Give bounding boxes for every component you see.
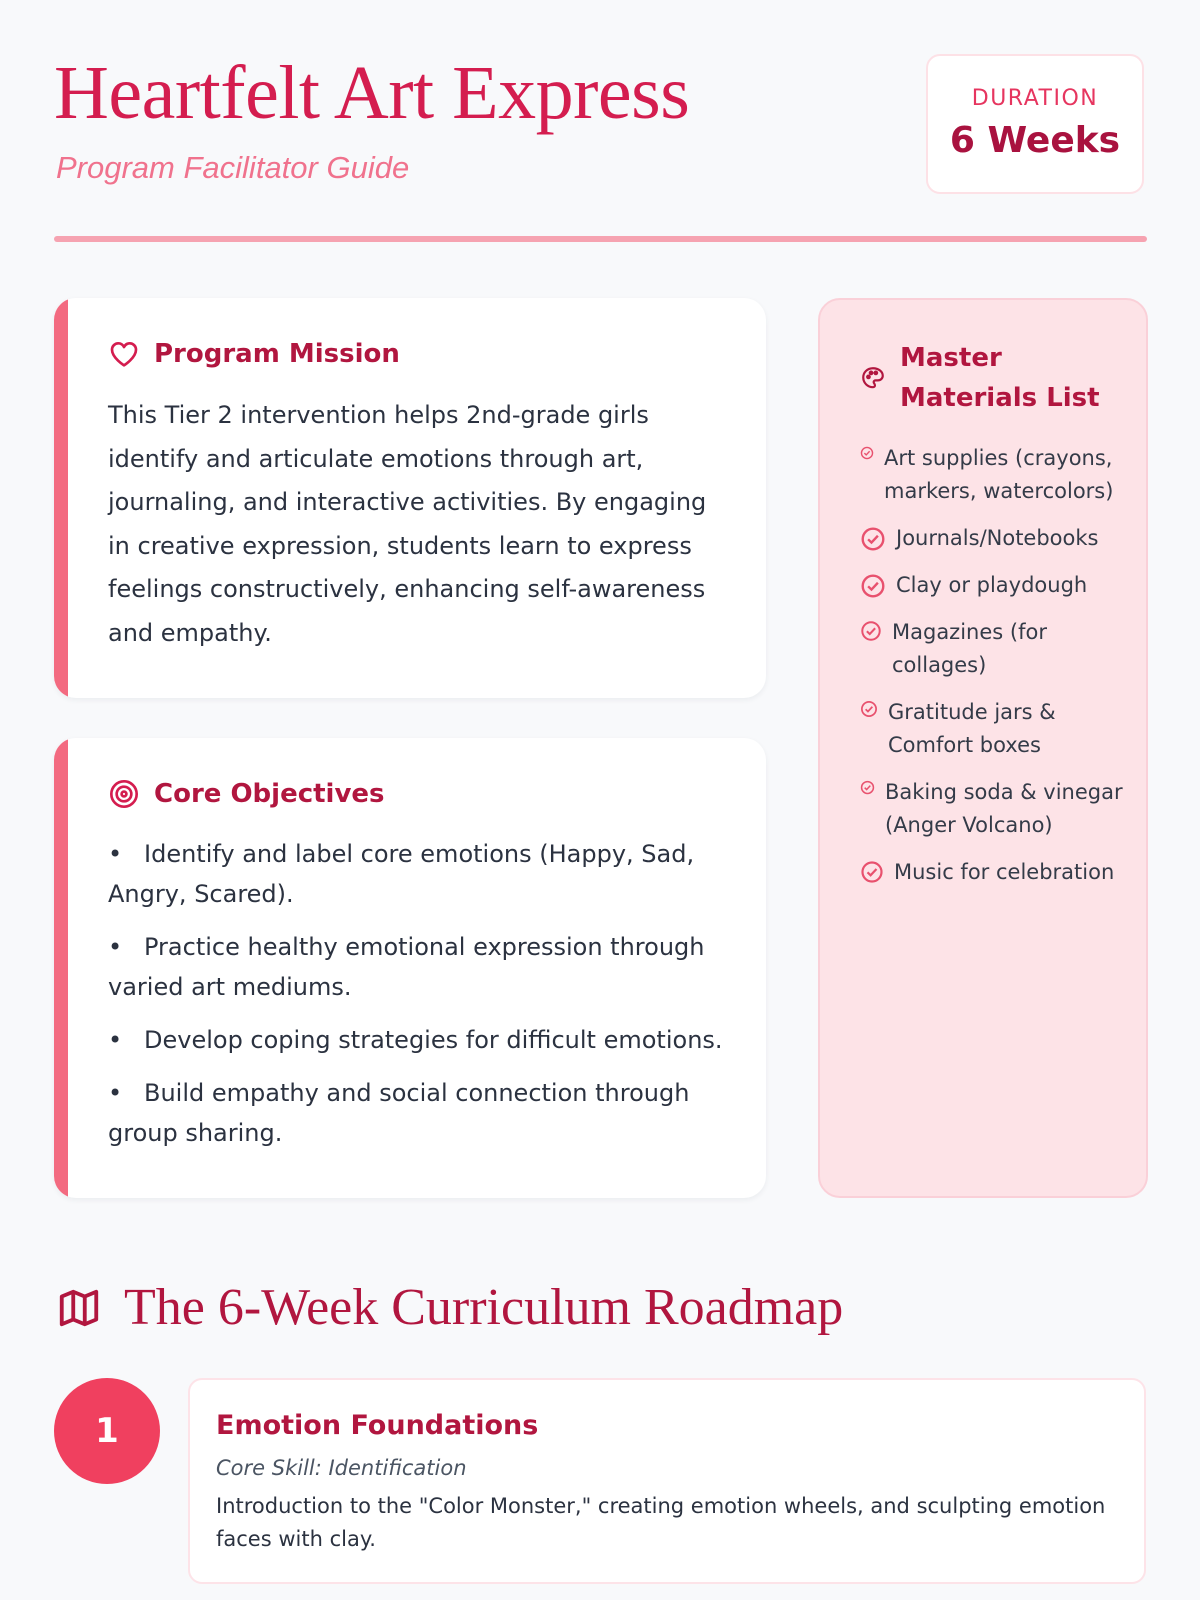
objective-item bbox=[108, 927, 728, 1007]
material-text: Art supplies (crayons, markers, watercolors) bbox=[884, 446, 1114, 503]
roadmap-header bbox=[56, 1278, 843, 1337]
material-item bbox=[860, 522, 1130, 555]
mission-heading: Program Mission bbox=[154, 339, 400, 369]
heart-icon bbox=[108, 338, 140, 370]
objectives-header bbox=[108, 778, 385, 810]
objective-text: Practice healthy emotional expression through varied art mediums. bbox=[108, 933, 705, 1001]
check-circle-icon bbox=[860, 446, 874, 460]
material-item bbox=[860, 776, 1130, 842]
mission-accent-bar bbox=[54, 298, 68, 698]
roadmap-heading: The 6-Week Curriculum Roadmap bbox=[124, 1279, 844, 1336]
objective-item bbox=[108, 1020, 728, 1060]
bullet: • bbox=[108, 840, 123, 868]
page-subtitle: Program Facilitator Guide bbox=[56, 150, 410, 185]
objectives-heading: Core Objectives bbox=[154, 779, 385, 809]
map-icon bbox=[56, 1285, 102, 1331]
check-circle-icon bbox=[860, 620, 882, 642]
check-circle-icon bbox=[860, 573, 886, 599]
objective-text: Build empathy and social connection through group sharing. bbox=[108, 1079, 690, 1147]
material-item bbox=[860, 569, 1130, 602]
bullet: • bbox=[108, 1026, 123, 1054]
objective-text: Develop coping strategies for difficult emotions. bbox=[144, 1026, 723, 1054]
material-text: Gratitude jars & Comfort boxes bbox=[888, 700, 1056, 757]
week-card bbox=[188, 1378, 1146, 1584]
duration-value: 6 Weeks bbox=[949, 120, 1121, 161]
objectives-accent-bar bbox=[54, 738, 68, 1198]
week-skill: Core Skill: Identification bbox=[216, 1456, 467, 1480]
palette-icon bbox=[860, 365, 886, 391]
week-number-badge: 1 bbox=[54, 1378, 160, 1484]
mission-header bbox=[108, 338, 400, 370]
material-text: Magazines (for collages) bbox=[892, 620, 1047, 677]
material-text: Journals/Notebooks bbox=[896, 526, 1099, 550]
check-circle-icon bbox=[860, 700, 878, 718]
objective-item bbox=[108, 1073, 728, 1153]
duration-label: DURATION bbox=[971, 86, 1099, 111]
check-circle-icon bbox=[860, 860, 884, 884]
material-item bbox=[860, 696, 1130, 762]
mission-card bbox=[54, 298, 766, 698]
material-item bbox=[860, 856, 1130, 889]
objectives-card bbox=[54, 738, 766, 1198]
target-icon bbox=[108, 778, 140, 810]
header-divider bbox=[54, 236, 1147, 242]
objectives-list bbox=[108, 834, 728, 1166]
week-description: Introduction to the "Color Monster," creating emotion wheels, and sculpting emotion faces with clay. bbox=[216, 1494, 1106, 1551]
page-title: Heartfelt Art Express bbox=[54, 51, 690, 135]
bullet: • bbox=[108, 1079, 123, 1107]
material-text: Music for celebration bbox=[894, 860, 1115, 884]
materials-header bbox=[860, 338, 1100, 418]
material-item bbox=[860, 616, 1130, 682]
objective-item bbox=[108, 834, 728, 914]
material-text: Baking soda & vinegar (Anger Volcano) bbox=[885, 780, 1123, 837]
material-item bbox=[860, 442, 1130, 508]
materials-list bbox=[860, 442, 1130, 903]
objective-text: Identify and label core emotions (Happy, Sad, Angry, Scared). bbox=[108, 840, 695, 908]
check-circle-icon bbox=[860, 526, 886, 552]
week-title: Emotion Foundations bbox=[216, 1410, 539, 1441]
materials-panel bbox=[818, 298, 1148, 1198]
mission-text: This Tier 2 intervention helps 2nd-grade girls identify and articulate emotions through art, journaling, and interactive activities. By engaging in creative expression, students learn to express feelings constructively, enhancing self-awareness and empathy. bbox=[108, 401, 707, 647]
material-text: Clay or playdough bbox=[896, 573, 1088, 597]
check-circle-icon bbox=[860, 780, 875, 795]
bullet: • bbox=[108, 933, 123, 961]
duration-card bbox=[926, 54, 1144, 194]
materials-heading: Master Materials List bbox=[900, 343, 1100, 413]
